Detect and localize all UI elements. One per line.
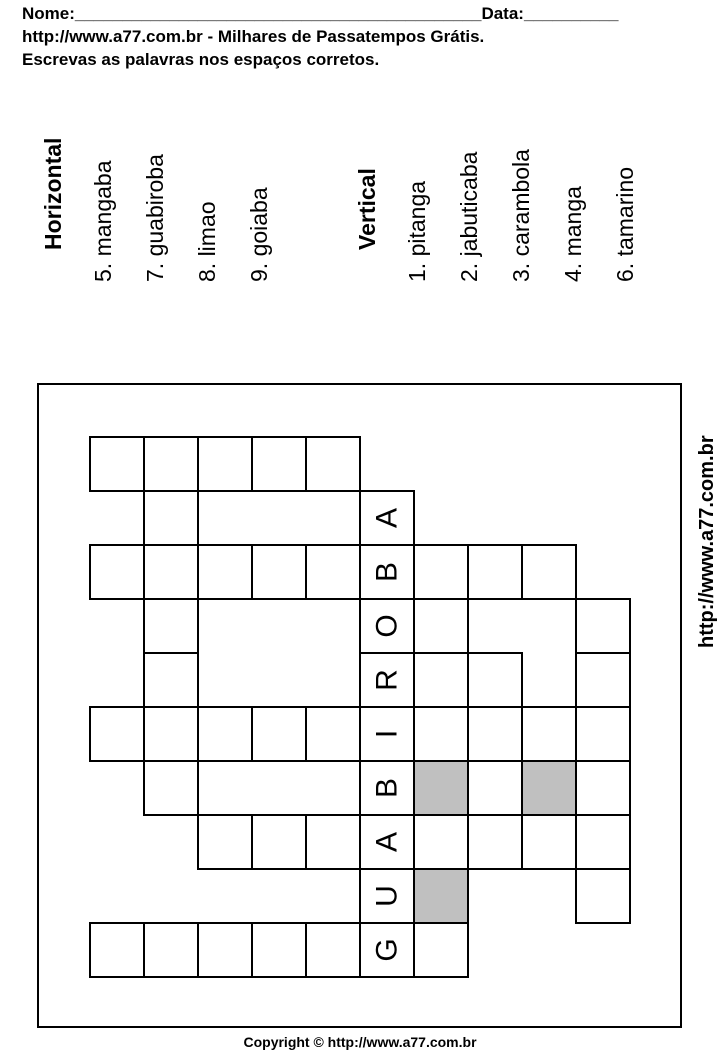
grid-letter: R <box>370 669 404 691</box>
grid-cell[interactable] <box>144 437 198 491</box>
grid-cell[interactable] <box>144 923 198 977</box>
horizontal-clue: 5. mangaba <box>90 160 116 282</box>
grid-letter: O <box>370 614 404 638</box>
grid-cell[interactable] <box>306 923 360 977</box>
grid-cell[interactable] <box>414 815 468 869</box>
grid-cell[interactable] <box>576 869 630 923</box>
grid-cell[interactable] <box>576 761 630 815</box>
copyright: Copyright © http://www.a77.com.br <box>243 1034 477 1050</box>
instructions: Escrevas as palavras nos espaços corretos. <box>22 50 380 69</box>
grid-letter: B <box>370 561 404 583</box>
grid-cell[interactable] <box>252 815 306 869</box>
grid-cell[interactable] <box>90 437 144 491</box>
horizontal-clue: 9. goiaba <box>246 187 272 282</box>
grid-cell[interactable] <box>576 707 630 761</box>
grid-cell[interactable] <box>522 707 576 761</box>
grid-cell[interactable] <box>576 653 630 707</box>
grid-cell[interactable] <box>198 437 252 491</box>
grid-cell[interactable] <box>252 923 306 977</box>
side-url: http://www.a77.com.br <box>696 435 718 648</box>
grid-cell[interactable] <box>144 599 198 653</box>
grid-cell[interactable] <box>252 707 306 761</box>
grid-cell[interactable] <box>144 707 198 761</box>
vertical-clue: 2. jabuticaba <box>456 151 482 282</box>
grid-cell[interactable] <box>306 815 360 869</box>
grid-cell[interactable] <box>144 491 198 545</box>
grid-cell[interactable] <box>414 923 468 977</box>
grid-letter: I <box>370 729 404 739</box>
vertical-clue: 3. carambola <box>508 149 534 282</box>
grid-cell[interactable] <box>576 815 630 869</box>
grid-cell[interactable] <box>468 545 522 599</box>
grid-cell[interactable] <box>414 545 468 599</box>
grid-cell[interactable] <box>468 815 522 869</box>
grid-cell[interactable] <box>252 437 306 491</box>
vertical-clue: 6. tamarino <box>612 166 638 282</box>
name-date-line: Nome:___________________________________________Data:__________ <box>22 4 619 23</box>
horizontal-clue: 7. guabiroba <box>142 154 168 282</box>
shaded-cell[interactable] <box>522 761 576 815</box>
grid-letter: B <box>370 777 404 799</box>
grid-cell[interactable] <box>522 815 576 869</box>
vertical-clue: 1. pitanga <box>404 180 430 282</box>
grid-letter: U <box>370 885 404 907</box>
grid-cell[interactable] <box>522 545 576 599</box>
grid-cell[interactable] <box>144 545 198 599</box>
grid-letter: A <box>370 507 404 529</box>
grid-cell[interactable] <box>306 707 360 761</box>
grid-cell[interactable] <box>144 653 198 707</box>
grid-letter: G <box>370 938 404 962</box>
grid-cell[interactable] <box>414 707 468 761</box>
shaded-cell[interactable] <box>414 869 468 923</box>
horizontal-title: Horizontal <box>40 137 66 250</box>
grid-cell[interactable] <box>576 599 630 653</box>
shaded-cell[interactable] <box>414 761 468 815</box>
horizontal-clue: 8. limao <box>194 201 220 282</box>
grid-cell[interactable] <box>306 437 360 491</box>
grid-cell[interactable] <box>90 545 144 599</box>
grid-cell[interactable] <box>468 707 522 761</box>
vertical-clue: 4. manga <box>560 186 586 282</box>
grid-cell[interactable] <box>198 545 252 599</box>
grid-cell[interactable] <box>468 653 522 707</box>
grid-cell[interactable] <box>252 545 306 599</box>
vertical-title: Vertical <box>354 168 380 250</box>
grid-cell[interactable] <box>306 545 360 599</box>
grid-cell[interactable] <box>468 761 522 815</box>
grid-letter: A <box>370 831 404 853</box>
grid-cell[interactable] <box>414 599 468 653</box>
grid-cell[interactable] <box>198 815 252 869</box>
grid-cell[interactable] <box>198 707 252 761</box>
grid-cell[interactable] <box>90 923 144 977</box>
site-tagline: http://www.a77.com.br - Milhares de Passatempos Grátis. <box>22 27 485 46</box>
grid-cell[interactable] <box>144 761 198 815</box>
grid-cell[interactable] <box>90 707 144 761</box>
grid-cell[interactable] <box>198 923 252 977</box>
